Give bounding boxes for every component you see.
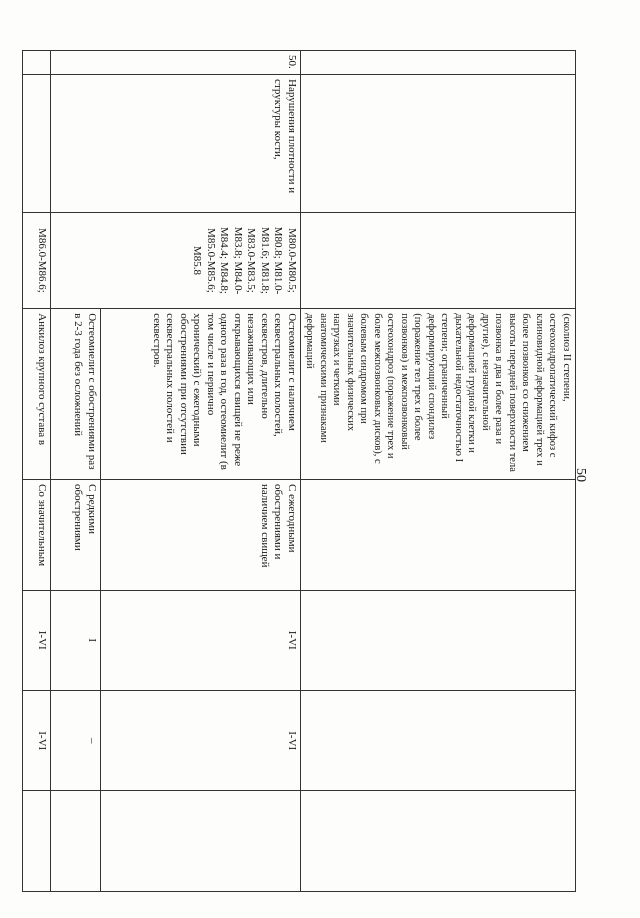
cell-g3-a (101, 791, 301, 892)
cell-criteria-bottom: Анкилоз крупного сустава в (23, 309, 51, 480)
criteria-table-frame (36, 50, 576, 892)
cell-g2-b: – (51, 690, 101, 790)
cell-severity-empty (301, 480, 576, 591)
cell-g2-a: I-VI (101, 690, 301, 790)
cell-severity-b: С редкими обострениями (51, 480, 101, 591)
cell-g1-b: I (51, 590, 101, 690)
cell-severity-a: С ежегодными обострениями и наличием свищей (101, 480, 301, 591)
cell-icd-codes: M80.0-M80.5; M80.8; M81.0-M81.6; M81.8; M83.0-M83.5; M83.8; M84.0-M84.4; M84.8; M85.0-M85.6; M85.8 (51, 212, 301, 308)
table-row-continuation (301, 51, 576, 892)
cell-g3-bottom (23, 791, 51, 892)
cell-g1-bottom: I-VI (23, 590, 51, 690)
cell-g3-empty (301, 791, 576, 892)
cell-num-empty (301, 51, 576, 75)
cell-criteria-b: Остеомиелит с обострениями раз в 2-3 года без осложнений (51, 309, 101, 480)
cell-g2-bottom: I-VI (23, 690, 51, 790)
cell-code-bottom: M86.0-M86.6; (23, 212, 51, 308)
cell-g3-b (51, 791, 101, 892)
cell-g1-a: I-VI (101, 590, 301, 690)
cell-criteria-top: (сколиоз II степени, остеохондропатический кифоз с клиновидной деформацией трех и более позвонков со снижением высоты передней поверхности тела позвонка в два и более раза и другие), с незначительной деформацией грудной клетки и дыхательной недостаточностью I степени; ограниченный деформирующий спондилез (поражение тел трех и более позвонков) и межпозвонковый остеохондроз (поражение трех и более межпозвонковых дисков), с болевым синдромом при значительных физических нагрузках и четкими анатомическими признаками деформаций (301, 309, 576, 480)
cell-name-empty (301, 75, 576, 213)
table-row-bottom (23, 51, 51, 892)
cell-code-empty (301, 212, 576, 308)
cell-g2-empty (301, 690, 576, 790)
page-number: 50 (573, 468, 588, 482)
cell-severity-bottom: Со значительным (23, 480, 51, 591)
cell-row-number: 50. (51, 51, 301, 75)
cell-name-bottom (23, 75, 51, 213)
table-row-50a (101, 51, 301, 892)
cell-g1-empty (301, 590, 576, 690)
cell-criteria-a: Остеомиелит с наличием секвестральных полостей, секвестров, длительно незаживающих или открывающихся свищей не реже одного раза в год, остеомиелит (в том числе и первично хронический) с ежегодными обострениями при отсутствии секвестральных полостей и секвестров. (101, 309, 301, 480)
cell-disease-name: Нарушения плотности и структуры кости, (51, 75, 301, 213)
criteria-table (22, 50, 576, 892)
cell-num-bottom (23, 51, 51, 75)
